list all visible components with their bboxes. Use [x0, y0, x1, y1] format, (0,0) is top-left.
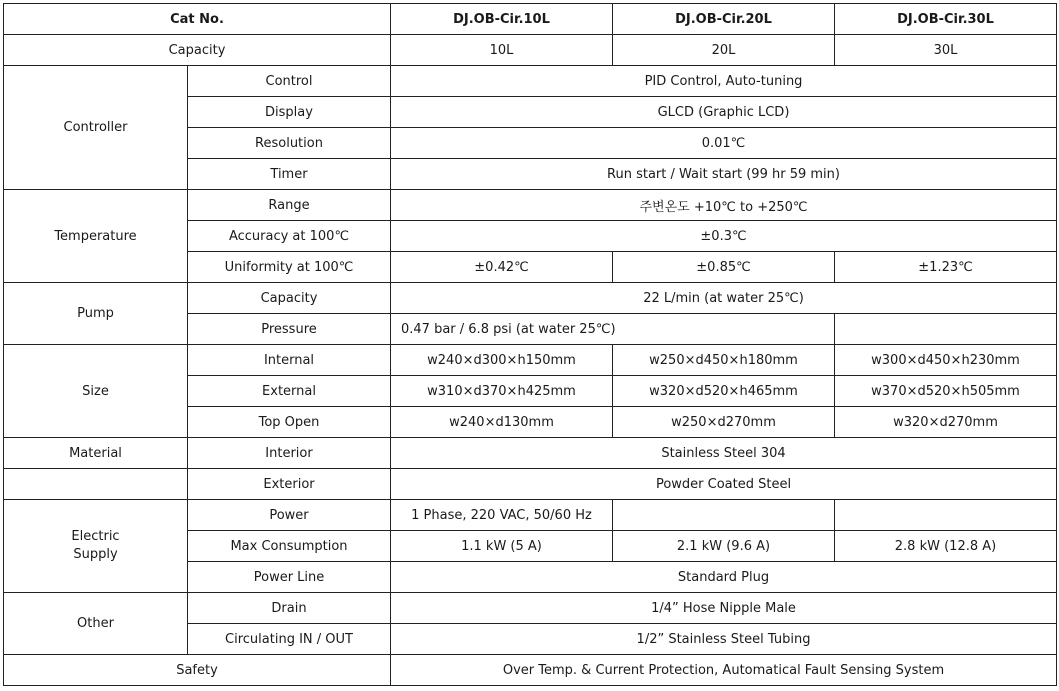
control-label: Control	[188, 66, 391, 97]
material-empty-cell	[4, 469, 188, 500]
safety-value: Over Temp. & Current Protection, Automatical Fault Sensing System	[391, 655, 1057, 686]
model-header-10l: DJ.OB-Cir.10L	[391, 4, 613, 35]
external-value-10l: w310×d370×h425mm	[391, 376, 613, 407]
power-empty-cell-20l	[613, 500, 835, 531]
electric-group-line1: Electric	[71, 529, 120, 544]
material-exterior-row	[4, 469, 1057, 500]
display-label: Display	[188, 97, 391, 128]
external-value-30l: w370×d520×h505mm	[835, 376, 1057, 407]
max-consumption-value-10l: 1.1 kW (5 A)	[391, 531, 613, 562]
interior-value: Stainless Steel 304	[391, 438, 1057, 469]
power-line-value: Standard Plug	[391, 562, 1057, 593]
top-open-value-10l: w240×d130mm	[391, 407, 613, 438]
electric-group-line2: Supply	[73, 547, 118, 562]
control-value: PID Control, Auto-tuning	[391, 66, 1057, 97]
capacity-row	[4, 35, 1057, 66]
other-drain-row	[4, 593, 1057, 624]
safety-row	[4, 655, 1057, 686]
max-consumption-value-20l: 2.1 kW (9.6 A)	[613, 531, 835, 562]
pump-capacity-row	[4, 283, 1057, 314]
uniformity-label: Uniformity at 100℃	[188, 252, 391, 283]
cat-no-header: Cat No.	[4, 4, 391, 35]
capacity-value-20l: 20L	[613, 35, 835, 66]
power-empty-cell-30l	[835, 500, 1057, 531]
temperature-group-label: Temperature	[4, 190, 188, 283]
model-header-20l: DJ.OB-Cir.20L	[613, 4, 835, 35]
other-group-label: Other	[4, 593, 188, 655]
header-row	[4, 4, 1057, 35]
size-internal-row	[4, 345, 1057, 376]
electric-power-row	[4, 500, 1057, 531]
pressure-empty-cell	[835, 314, 1057, 345]
spec-table	[3, 3, 1057, 686]
material-interior-row	[4, 438, 1057, 469]
internal-value-20l: w250×d450×h180mm	[613, 345, 835, 376]
accuracy-label: Accuracy at 100℃	[188, 221, 391, 252]
display-value: GLCD (Graphic LCD)	[391, 97, 1057, 128]
accuracy-value: ±0.3℃	[391, 221, 1057, 252]
material-group-label: Material	[4, 438, 188, 469]
capacity-label: Capacity	[4, 35, 391, 66]
uniformity-value-10l: ±0.42℃	[391, 252, 613, 283]
top-open-value-30l: w320×d270mm	[835, 407, 1057, 438]
internal-value-10l: w240×d300×h150mm	[391, 345, 613, 376]
top-open-label: Top Open	[188, 407, 391, 438]
max-consumption-label: Max Consumption	[188, 531, 391, 562]
capacity-value-30l: 30L	[835, 35, 1057, 66]
timer-value: Run start / Wait start (99 hr 59 min)	[391, 159, 1057, 190]
resolution-label: Resolution	[188, 128, 391, 159]
internal-value-30l: w300×d450×h230mm	[835, 345, 1057, 376]
uniformity-value-30l: ±1.23℃	[835, 252, 1057, 283]
capacity-value-10l: 10L	[391, 35, 613, 66]
drain-label: Drain	[188, 593, 391, 624]
drain-value: 1/4” Hose Nipple Male	[391, 593, 1057, 624]
controller-control-row	[4, 66, 1057, 97]
controller-group-label: Controller	[4, 66, 188, 190]
timer-label: Timer	[188, 159, 391, 190]
pump-capacity-label: Capacity	[188, 283, 391, 314]
resolution-value: 0.01℃	[391, 128, 1057, 159]
max-consumption-value-30l: 2.8 kW (12.8 A)	[835, 531, 1057, 562]
top-open-value-20l: w250×d270mm	[613, 407, 835, 438]
pump-capacity-value: 22 L/min (at water 25℃)	[391, 283, 1057, 314]
power-value: 1 Phase, 220 VAC, 50/60 Hz	[391, 500, 613, 531]
size-group-label: Size	[4, 345, 188, 438]
exterior-label: Exterior	[188, 469, 391, 500]
model-header-30l: DJ.OB-Cir.30L	[835, 4, 1057, 35]
electric-group-label	[4, 500, 188, 593]
pressure-label: Pressure	[188, 314, 391, 345]
safety-label: Safety	[4, 655, 391, 686]
external-value-20l: w320×d520×h465mm	[613, 376, 835, 407]
temperature-range-row	[4, 190, 1057, 221]
interior-label: Interior	[188, 438, 391, 469]
exterior-value: Powder Coated Steel	[391, 469, 1057, 500]
external-label: External	[188, 376, 391, 407]
pump-group-label: Pump	[4, 283, 188, 345]
internal-label: Internal	[188, 345, 391, 376]
circulating-value: 1/2” Stainless Steel Tubing	[391, 624, 1057, 655]
range-label: Range	[188, 190, 391, 221]
power-label: Power	[188, 500, 391, 531]
circulating-label: Circulating IN / OUT	[188, 624, 391, 655]
uniformity-value-20l: ±0.85℃	[613, 252, 835, 283]
range-value: 주변온도 +10℃ to +250℃	[391, 190, 1057, 221]
pressure-value: 0.47 bar / 6.8 psi (at water 25℃)	[391, 314, 835, 345]
power-line-label: Power Line	[188, 562, 391, 593]
